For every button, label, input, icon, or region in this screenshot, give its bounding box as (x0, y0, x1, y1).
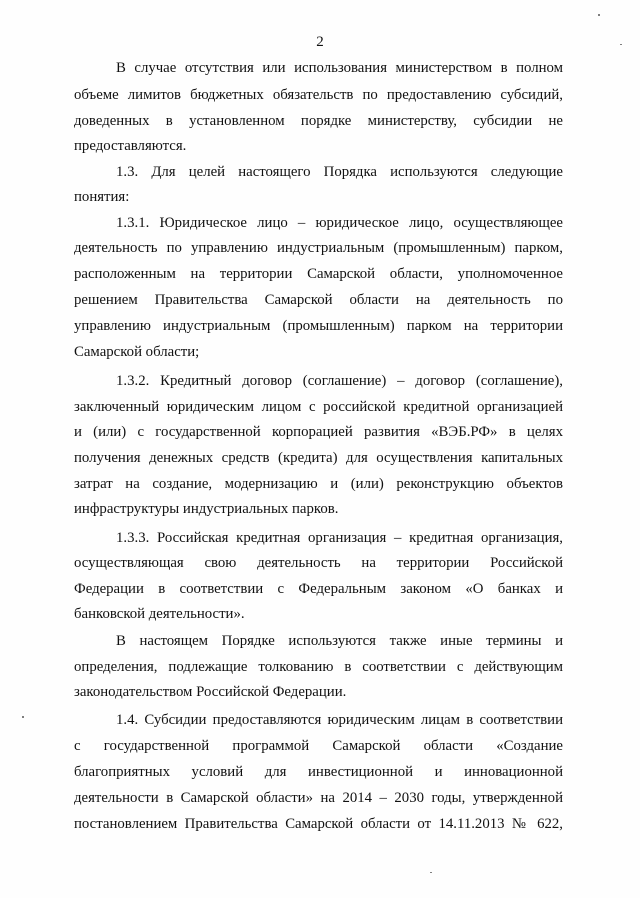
text-line: 1.3. Для целей настоящего Порядка используются следующие (116, 164, 563, 180)
text-line: затрат на создание, модернизацию и (или) реконструкцию объектов (74, 476, 563, 492)
text-line: Самарской области; (74, 344, 200, 360)
text-line: получения денежных средств (кредита) для осуществления капитальных (74, 450, 563, 466)
text-line: объеме лимитов бюджетных обязательств по предоставлению субсидий, (74, 87, 563, 103)
text-line: банковской деятельности». (74, 606, 245, 622)
text-line: и (или) с государственной корпорацией развития «ВЭБ.РФ» в целях (74, 424, 563, 440)
scan-speck (22, 716, 24, 718)
text-line: 1.3.3. Российская кредитная организация – кредитная организация, (116, 530, 563, 546)
text-line: понятия: (74, 189, 130, 205)
text-line: инфраструктуры индустриальных парков. (74, 501, 339, 517)
text-line: определения, подлежащие толкованию в соответствии с действующим (74, 659, 563, 675)
text-line: 1.3.2. Кредитный договор (соглашение) – договор (соглашение), (116, 373, 563, 389)
text-line: предоставляются. (74, 138, 187, 154)
text-line: 1.3.1. Юридическое лицо – юридическое лицо, осуществляющее (116, 215, 563, 231)
text-line: законодательством Российской Федерации. (74, 684, 347, 700)
text-line: Федерации в соответствии с Федеральным законом «О банках и (74, 581, 563, 597)
text-line: решением Правительства Самарской области на деятельность по (74, 292, 563, 308)
text-line: с государственной программой Самарской области «Создание (74, 738, 563, 754)
scan-speck (430, 872, 432, 873)
text-line: постановлением Правительства Самарской области от 14.11.2013 № 622, (74, 816, 563, 832)
scan-speck (620, 44, 622, 45)
text-line: осуществляющая свою деятельность на территории Российской (74, 555, 563, 571)
text-line: В настоящем Порядке используются также иные термины и (116, 633, 563, 649)
scan-speck (598, 14, 600, 16)
text-line: доведенных в установленном порядке министерству, субсидии не (74, 113, 563, 129)
text-line: В случае отсутствия или использования министерством в полном (116, 60, 563, 76)
text-line: расположенным на территории Самарской области, уполномоченное (74, 266, 563, 282)
text-line: деятельности в Самарской области» на 2014 – 2030 годы, утвержденной (74, 790, 563, 806)
text-line: заключенный юридическим лицом с российской кредитной организацией (74, 399, 563, 415)
page-number: 2 (316, 34, 324, 50)
text-line: управлению индустриальным (промышленным) парком на территории (74, 318, 563, 334)
text-line: благоприятных условий для инвестиционной и инновационной (74, 764, 563, 780)
text-line: 1.4. Субсидии предоставляются юридическим лицам в соответствии (116, 712, 563, 728)
text-line: деятельность по управлению индустриальным (промышленным) парком, (74, 240, 563, 256)
